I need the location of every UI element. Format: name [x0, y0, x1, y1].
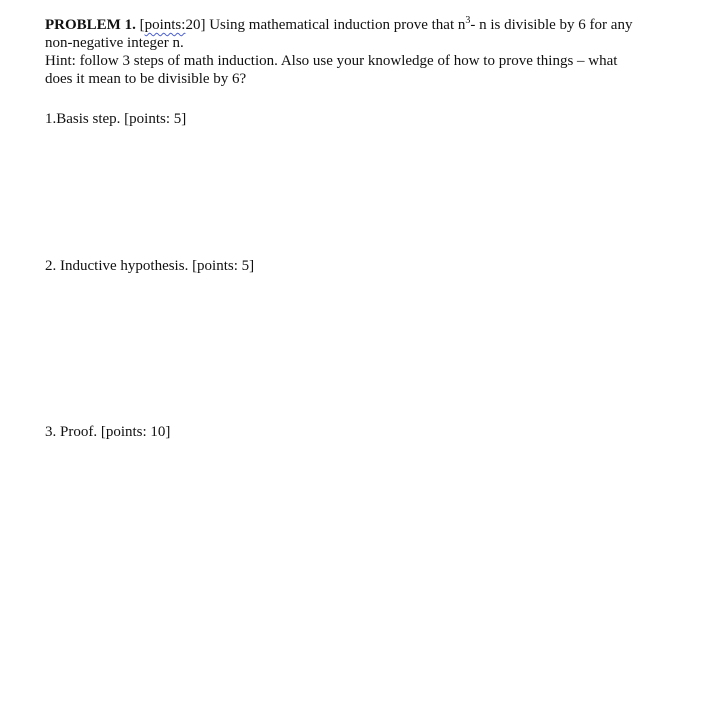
problem-label: PROBLEM 1.	[45, 17, 136, 33]
step-proof-text: 3. Proof. [points: 10]	[45, 424, 171, 440]
hint-line-2: does it mean to be divisible by 6?	[45, 71, 247, 87]
statement-after: - n is divisible by 6 for any	[470, 17, 633, 33]
problem-statement	[45, 16, 675, 88]
points-bracket-open: [	[139, 17, 145, 33]
statement-before: Using mathematical induction prove that n	[205, 17, 466, 33]
step-hypothesis-text: 2. Inductive hypothesis. [points: 5]	[45, 258, 255, 274]
step-basis-text: 1.Basis step. [points: 5]	[45, 111, 187, 127]
step-inductive-hypothesis	[45, 257, 675, 275]
step-proof	[45, 423, 675, 441]
points-value: 20]	[185, 17, 206, 33]
problem-line-2: non-negative integer n.	[45, 35, 184, 51]
hint-line-1: Hint: follow 3 steps of math induction. Also use your knowledge of how to prove things – what	[45, 53, 618, 69]
exponent: 3	[465, 15, 471, 26]
problem-line-1	[45, 16, 675, 34]
step-basis	[45, 110, 675, 128]
points-word-spellcheck: points:	[144, 17, 186, 33]
